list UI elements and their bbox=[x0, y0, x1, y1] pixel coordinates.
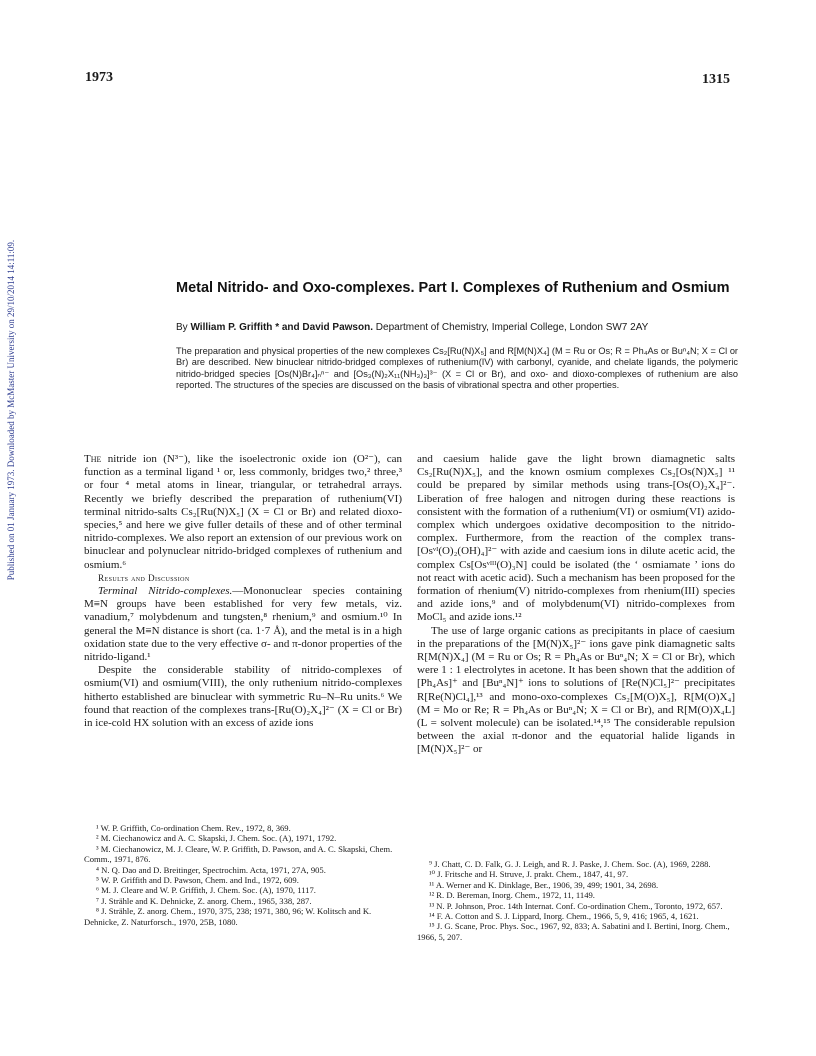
footnote: ³ M. Ciechanowicz, M. J. Cleare, W. P. Griffith, D. Pawson, and A. C. Skapski, Chem. Comm., 1971, 876. bbox=[84, 843, 393, 865]
footnote: ⁴ N. Q. Dao and D. Breitinger, Spectrochim. Acta, 1971, 27A, 905. bbox=[96, 864, 326, 875]
footnotes-left bbox=[84, 823, 402, 927]
left-column bbox=[84, 453, 402, 730]
footnote: ¹⁵ J. G. Scane, Proc. Phys. Soc., 1967, 92, 833; A. Sabatini and I. Bertini, Inorg. Chem., 1966, 5, 207. bbox=[417, 921, 730, 942]
article-title: Metal Nitrido- and Oxo-complexes. Part I. Complexes of Ruthenium and Osmium bbox=[176, 280, 730, 296]
subsection-heading: Terminal Nitrido-complexes. bbox=[98, 585, 233, 598]
intro-paragraph bbox=[84, 453, 402, 572]
abstract: The preparation and physical properties of the new complexes Cs₂[Ru(N)X₅] and R[M(N)X₄] (M = Ru or Os; R = Ph₄As or Buⁿ₄N; X = Cl or Br) are described. New binuclear nitrido-bridged complexes of ruthenium(IV) with carbonyl, cyanide, and chelate ligands, the polymeric nitrido-bridged species [Os(N)Br₄]ₙⁿ⁻ and [Os₃(N)₂X₁₁(NH₃)₃]³⁻ (X = Cl or Br), and oxo- and dioxo-complexes of ruthenium are also reported. The structures of the species are discussed on the basis of vibrational spectra and other properties. bbox=[176, 346, 738, 391]
page-number: 1315 bbox=[702, 72, 730, 87]
footnote: ¹⁰ J. Fritsche and H. Struve, J. prakt. Chem., 1847, 41, 97. bbox=[429, 869, 629, 880]
byline-prefix: By bbox=[176, 322, 188, 333]
footnotes-right bbox=[417, 859, 735, 942]
footnote: ⁸ J. Strähle, Z. anorg. Chem., 1970, 375, 238; 1971, 380, 96; W. Kolitsch and K. Dehnicke, Z. Naturforsch., 1970, 25B, 1080. bbox=[84, 906, 372, 927]
footnote: ⁷ J. Strähle and K. Dehnicke, Z. anorg. Chem., 1965, 338, 287. bbox=[96, 895, 312, 906]
affiliation: Department of Chemistry, Imperial College, London SW7 2AY bbox=[375, 322, 649, 333]
paragraph: and caesium halide gave the light brown diamagnetic salts Cs₂[Ru(N)X₅], and the known osmium complexes Cs₂[Os(N)X₅] ¹¹ could be prepared by similar methods using trans-[Os(O)₂X₄]²⁻. Liberation of free halogen and nitrogen during these reactions is consistent with the formation of a ruthenium(VI) or osmium(VI) azido-complex which undergoes oxidative decomposition to the nitrido-complex. Furthermore, from the reaction of the complex trans-[Osᵛᴵ(O)₂(OH)₄]²⁻ with azide and caesium ions in dilute acetic acid, the complex Cs[Osᵛᴵᴵᴵ(O)₃N] could be isolated (the ‘ osmiamate ’ ions do not react with acetic acid). Such a mechanism has been proposed for the formation of rhenium(V) nitrido-complexes from rhenium(III) species and azide ions,⁹ and of molybdenum(VI) nitrido-complexes from MoCl₅ and azide ions.¹² bbox=[417, 453, 735, 624]
footnote: ¹⁴ F. A. Cotton and S. J. Lippard, Inorg. Chem., 1966, 5, 9, 416; 1965, 4, 1621. bbox=[429, 911, 699, 922]
footnote: ² M. Ciechanowicz and A. C. Skapski, J. Chem. Soc. (A), 1971, 1792. bbox=[96, 833, 337, 844]
paragraph: Despite the considerable stability of nitrido-complexes of osmium(VI) and osmium(VIII), the only ruthenium nitrido-complexes hitherto established are binuclear with symmetric Ru–N–Ru units.⁶ We found that reaction of the complexes trans-[Ru(O)₂X₄]²⁻ (X = Cl or Br) in ice-cold HX solution with an excess of azide ions bbox=[84, 664, 402, 730]
footnote: ⁵ W. P. Griffith and D. Pawson, Chem. and Ind., 1972, 609. bbox=[96, 875, 299, 886]
intro-lead: The bbox=[84, 453, 102, 465]
journal-year: 1973 bbox=[85, 70, 113, 85]
footnote: ⁹ J. Chatt, C. D. Falk, G. J. Leigh, and R. J. Paske, J. Chem. Soc. (A), 1969, 2288. bbox=[429, 859, 711, 869]
footnote: ¹ W. P. Griffith, Co-ordination Chem. Rev., 1972, 8, 369. bbox=[96, 823, 291, 833]
download-watermark-text: Published on 01 January 1973. Downloaded by McMaster University on 29/10/2014 14:11:09. bbox=[6, 239, 16, 581]
paragraph: The use of large organic cations as precipitants in place of caesium in the preparations of the [M(N)X₅]²⁻ ions gave pink diamagnetic salts R[M(N)X₄] (M = Ru or Os; R = Ph₄As or Buⁿ₄N; X = Cl or Br), which were 1 : 1 electrolytes in acetone. It has been shown that the addition of [Ph₄As]⁺ and [Buⁿ₄N]⁺ ions to solutions of [Re(N)Cl₅]²⁻ precipitates R[Re(N)Cl₄],¹³ and mono-oxo-complexes Cs₂[M(O)X₅], R[M(O)X₄] (M = Mo or Re; R = Ph₄As or Buⁿ₄N; X = Cl or Br), and R[M(O)X₄L] (L = solvent molecule) can be isolated.¹⁴,¹⁵ The considerable repulsion between the axial π-donor and the equatorial halide ligands in [M(N)X₅]²⁻ or bbox=[417, 624, 735, 756]
author-names: William P. Griffith * and David Pawson. bbox=[190, 322, 373, 333]
paragraph bbox=[84, 585, 402, 664]
footnote: ¹² R. D. Bereman, Inorg. Chem., 1972, 11, 1149. bbox=[429, 890, 595, 901]
paragraph-text: —Mononuclear species containing M≡N groups have been established for very few metals, viz. vanadium,⁷ molybdenum and tungsten,⁸ rhenium,⁹ and osmium.¹⁰ In general the M≡N distance is short (ca. 1·7 Å), and the metal is in a high oxidation state due to the very effective σ- and π-donor properties of the nitrido-ligand.¹ bbox=[84, 585, 402, 664]
footnote: ⁶ M. J. Cleare and W. P. Griffith, J. Chem. Soc. (A), 1970, 1117. bbox=[96, 885, 316, 896]
section-heading: Results and Discussion bbox=[98, 572, 190, 583]
right-column bbox=[417, 453, 735, 757]
footnote: ¹³ N. P. Johnson, Proc. 14th Internat. Conf. Co-ordination Chem., Toronto, 1972, 657. bbox=[429, 900, 723, 911]
byline bbox=[176, 322, 756, 334]
download-watermark bbox=[0, 150, 18, 670]
footnote: ¹¹ A. Werner and K. Dinklage, Ber., 1906, 39, 499; 1901, 34, 2698. bbox=[429, 879, 659, 890]
intro-text: nitride ion (N³⁻), like the isoelectronic oxide ion (O²⁻), can function as a terminal ligand ¹ or, less commonly, bridges two,² three,³ or four ⁴ metal atoms in linear, triangular, or tetrahedral arrays. Recently we briefly described the preparation of ruthenium(VI) terminal nitrido-salts Cs₂[Ru(N)X₅] (X = Cl or Br) and related dioxo-species,⁵ and here we give fuller details of these and of other terminal nitrido-complexes. We also report an extension of our previous work on binuclear and polynuclear nitrido-bridged complexes of ruthenium and osmium.⁶ bbox=[84, 453, 402, 571]
